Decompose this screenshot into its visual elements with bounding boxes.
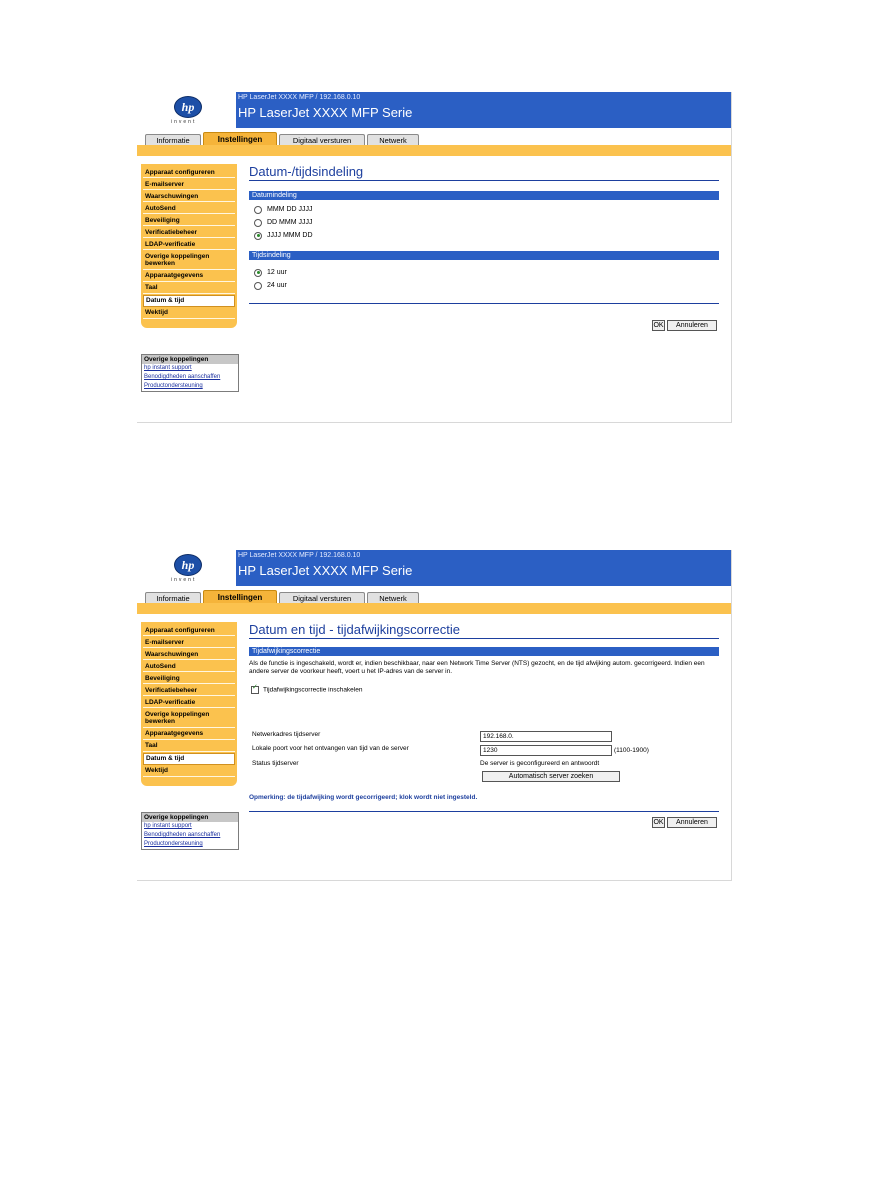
auto-search-server-button[interactable]: Automatisch server zoeken (482, 771, 620, 782)
header-bar (236, 550, 731, 586)
logo-subtitle: invent (171, 119, 197, 125)
main-content (249, 622, 719, 695)
note-text: Opmerking: de tijdafwijking wordt gecorrigeerd; klok wordt niet ingesteld. (249, 794, 478, 801)
hp-logo: hp (174, 554, 202, 576)
time-format-section: Tijdsindeling (249, 251, 719, 260)
tab-informatie[interactable]: Informatie (145, 592, 201, 604)
checkbox-checked-icon[interactable] (251, 686, 259, 694)
status-value: De server is geconfigureerd en antwoordt (480, 760, 600, 767)
cancel-button[interactable]: Annuleren (667, 320, 717, 331)
radio-icon[interactable] (254, 206, 262, 214)
header-bar (236, 92, 731, 128)
tab-instellingen[interactable]: Instellingen (203, 590, 277, 604)
sidebar-item-overige-koppelingen[interactable]: Overige koppelingen bewerken (143, 252, 235, 270)
other-links-title: Overige koppelingen (142, 813, 238, 822)
enable-correction-row[interactable] (249, 686, 719, 695)
page-title: Datum-/tijdsindeling (249, 164, 719, 181)
sidebar-item-beveiliging[interactable]: Beveiliging (143, 216, 235, 227)
tab-instellingen[interactable]: Instellingen (203, 132, 277, 146)
sidebar-item-apparaatgegevens[interactable]: Apparaatgegevens (143, 729, 235, 740)
drift-section: Tijdafwijkingscorrectie (249, 647, 719, 656)
date-format-section: Datumindeling (249, 191, 719, 200)
screenshot-time-drift-correction (137, 550, 732, 881)
sidebar-item-taal[interactable]: Taal (143, 283, 235, 294)
sidebar-item-apparaat-configureren[interactable]: Apparaat configureren (143, 626, 235, 637)
divider (249, 811, 719, 812)
device-title: HP LaserJet XXXX MFP Serie (238, 563, 413, 578)
radio-selected-icon[interactable] (254, 269, 262, 277)
sidebar-item-datum-tijd[interactable]: Datum & tijd (143, 753, 235, 765)
sidebar-item-wektijd[interactable]: Wektijd (143, 766, 235, 777)
sidebar (141, 622, 237, 786)
page-title: Datum en tijd - tijdafwijkingscorrectie (249, 622, 719, 639)
sidebar-item-datum-tijd[interactable]: Datum & tijd (143, 295, 235, 307)
sidebar-item-verificatiebeheer[interactable]: Verificatiebeheer (143, 686, 235, 697)
sidebar-item-apparaatgegevens[interactable]: Apparaatgegevens (143, 271, 235, 282)
status-label: Status tijdserver (252, 760, 299, 767)
radio-icon[interactable] (254, 219, 262, 227)
option-label: 12 uur (267, 269, 287, 276)
tab-informatie[interactable]: Informatie (145, 134, 201, 146)
tab-underline (137, 145, 731, 156)
tab-bar (137, 132, 731, 146)
ok-button[interactable]: OK (653, 322, 664, 329)
link-hp-instant-support[interactable]: hp instant support (144, 365, 192, 371)
time-option-12[interactable] (249, 266, 719, 279)
tab-underline (137, 603, 731, 614)
sidebar-item-apparaat-configureren[interactable]: Apparaat configureren (143, 168, 235, 179)
option-label: JJJJ MMM DD (267, 232, 313, 239)
option-label: DD MMM JJJJ (267, 219, 313, 226)
server-address-input[interactable]: 192.168.0. (480, 731, 612, 742)
description-text: Als de functie is ingeschakeld, wordt er, indien beschikbaar, naar een Network Time Server (NTS) gezocht, en de tijd afwijking autom. gecorrigeerd. Indien een andere server de voorkeur heeft, voert u het IP-adres van de server in. (249, 660, 705, 675)
link-productondersteuning[interactable]: Productondersteuning (144, 383, 203, 389)
cancel-button[interactable]: Annuleren (667, 817, 717, 828)
sidebar-item-ldap-verificatie[interactable]: LDAP-verificatie (143, 698, 235, 709)
sidebar-item-wektijd[interactable]: Wektijd (143, 308, 235, 319)
device-address: HP LaserJet XXXX MFP / 192.168.0.10 (238, 94, 361, 101)
main-content (249, 164, 719, 304)
date-option-mmm-dd-jjjj[interactable] (249, 203, 719, 216)
date-option-jjjj-mmm-dd[interactable] (249, 229, 719, 242)
logo-subtitle: invent (171, 577, 197, 583)
tab-netwerk[interactable]: Netwerk (367, 134, 419, 146)
screenshot-date-time-format (137, 92, 732, 423)
sidebar-item-waarschuwingen[interactable]: Waarschuwingen (143, 650, 235, 661)
sidebar-item-e-mailserver[interactable]: E-mailserver (143, 638, 235, 649)
checkbox-label: Tijdafwijkingscorrectie inschakelen (263, 686, 363, 694)
tab-netwerk[interactable]: Netwerk (367, 592, 419, 604)
tab-digitaal-versturen[interactable]: Digitaal versturen (279, 134, 365, 146)
device-title: HP LaserJet XXXX MFP Serie (238, 105, 413, 120)
other-links-box (141, 354, 239, 392)
sidebar-item-autosend[interactable]: AutoSend (143, 204, 235, 215)
other-links-title: Overige koppelingen (142, 355, 238, 364)
sidebar-item-e-mailserver[interactable]: E-mailserver (143, 180, 235, 191)
link-productondersteuning[interactable]: Productondersteuning (144, 841, 203, 847)
other-links-box (141, 812, 239, 850)
option-label: 24 uur (267, 282, 287, 289)
sidebar-item-overige-koppelingen[interactable]: Overige koppelingen bewerken (143, 710, 235, 728)
date-option-dd-mmm-jjjj[interactable] (249, 216, 719, 229)
sidebar-item-taal[interactable]: Taal (143, 741, 235, 752)
time-option-24[interactable] (249, 279, 719, 292)
port-input[interactable]: 1230 (480, 745, 612, 756)
sidebar (141, 164, 237, 328)
ok-button[interactable]: OK (653, 819, 664, 826)
device-address: HP LaserJet XXXX MFP / 192.168.0.10 (238, 552, 361, 559)
hp-logo: hp (174, 96, 202, 118)
link-benodigdheden[interactable]: Benodigdheden aanschaffen (144, 374, 221, 380)
port-range: (1100-1900) (614, 747, 649, 754)
tab-digitaal-versturen[interactable]: Digitaal versturen (279, 592, 365, 604)
sidebar-item-waarschuwingen[interactable]: Waarschuwingen (143, 192, 235, 203)
divider (249, 303, 719, 304)
logo-area (137, 550, 236, 586)
logo-area (137, 92, 236, 128)
port-label: Lokale poort voor het ontvangen van tijd van de server (252, 745, 409, 752)
option-label: MMM DD JJJJ (267, 206, 313, 213)
link-hp-instant-support[interactable]: hp instant support (144, 823, 192, 829)
radio-selected-icon[interactable] (254, 232, 262, 240)
radio-icon[interactable] (254, 282, 262, 290)
sidebar-item-ldap-verificatie[interactable]: LDAP-verificatie (143, 240, 235, 251)
sidebar-item-verificatiebeheer[interactable]: Verificatiebeheer (143, 228, 235, 239)
tab-bar (137, 590, 731, 604)
sidebar-item-autosend[interactable]: AutoSend (143, 662, 235, 673)
server-label: Netwerkadres tijdserver (252, 731, 321, 738)
sidebar-item-beveiliging[interactable]: Beveiliging (143, 674, 235, 685)
link-benodigdheden[interactable]: Benodigdheden aanschaffen (144, 832, 221, 838)
